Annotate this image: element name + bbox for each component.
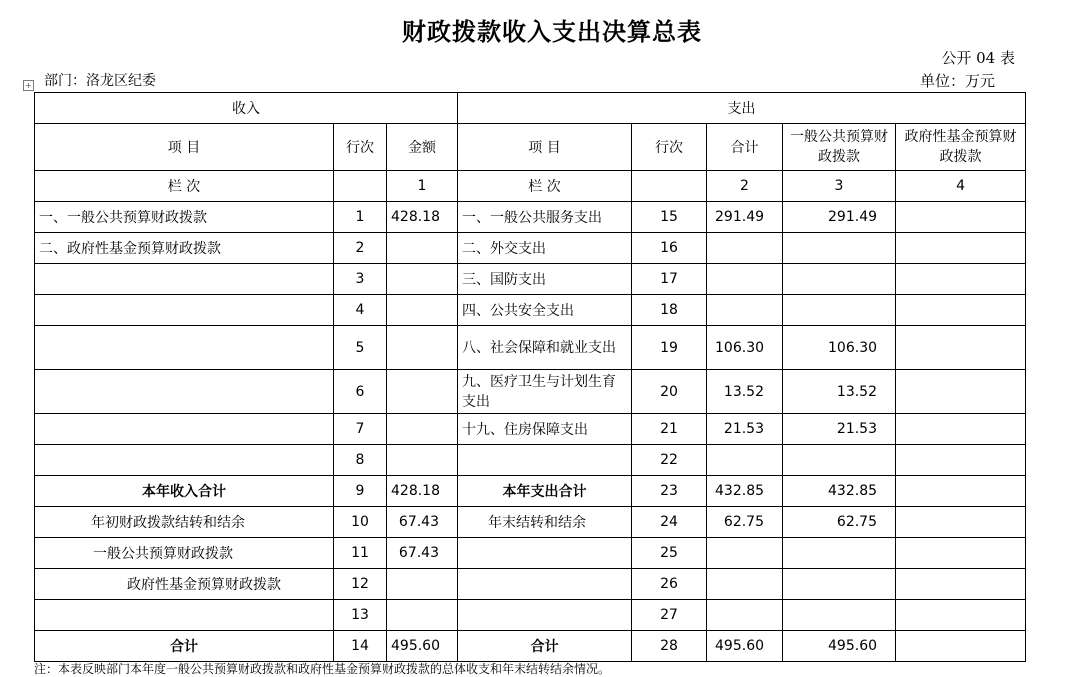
income-column-label: 栏 次 xyxy=(35,171,334,202)
expense-total-cell: 13.52 xyxy=(707,370,783,414)
gov-fund-cell xyxy=(896,326,1026,370)
income-amount-cell xyxy=(387,295,458,326)
expense-rowno-cell: 21 xyxy=(632,414,707,445)
income-rowno-cell: 9 xyxy=(334,476,387,507)
gov-fund-cell xyxy=(896,569,1026,600)
gov-fund-cell xyxy=(896,233,1026,264)
gov-fund-cell xyxy=(896,295,1026,326)
expense-rowno-cell: 26 xyxy=(632,569,707,600)
income-rowno-cell: 2 xyxy=(334,233,387,264)
income-amount-header: 金额 xyxy=(387,124,458,171)
income-rowno-cell: 7 xyxy=(334,414,387,445)
income-item-cell xyxy=(35,414,334,445)
expense-total-cell: 21.53 xyxy=(707,414,783,445)
table-body xyxy=(35,202,1026,662)
expense-item-header: 项 目 xyxy=(458,124,632,171)
income-amount-cell xyxy=(387,600,458,631)
table-row xyxy=(35,233,1026,264)
income-amount-cell xyxy=(387,445,458,476)
income-item-cell: 年初财政拨款结转和结余 xyxy=(35,507,334,538)
income-rowno-cell: 13 xyxy=(334,600,387,631)
expense-item-cell: 年末结转和结余 xyxy=(458,507,632,538)
gov-fund-cell xyxy=(896,414,1026,445)
expense-total-cell: 106.30 xyxy=(707,326,783,370)
income-rowno-cell: 11 xyxy=(334,538,387,569)
general-budget-cell xyxy=(783,445,896,476)
general-budget-cell xyxy=(783,569,896,600)
expense-total-cell: 291.49 xyxy=(707,202,783,233)
income-amount-cell xyxy=(387,233,458,264)
income-rowno-header: 行次 xyxy=(334,124,387,171)
expense-item-cell xyxy=(458,569,632,600)
gov-fund-cell xyxy=(896,264,1026,295)
table-row xyxy=(35,600,1026,631)
gov-fund-cell xyxy=(896,445,1026,476)
expense-rowno-cell: 15 xyxy=(632,202,707,233)
col3-index: 3 xyxy=(783,171,896,202)
income-header: 收入 xyxy=(35,93,458,124)
expense-total-cell xyxy=(707,569,783,600)
column-index-row xyxy=(35,171,1026,202)
gov-fund-cell xyxy=(896,600,1026,631)
income-amount-cell: 428.18 xyxy=(387,476,458,507)
income-rowno-cell: 8 xyxy=(334,445,387,476)
header-row-columns xyxy=(35,124,1026,171)
table-row xyxy=(35,326,1026,370)
income-amount-cell: 495.60 xyxy=(387,631,458,662)
income-item-cell xyxy=(35,445,334,476)
table-row xyxy=(35,538,1026,569)
expense-item-cell: 一、一般公共服务支出 xyxy=(458,202,632,233)
income-rowno-index xyxy=(334,171,387,202)
expense-rowno-header: 行次 xyxy=(632,124,707,171)
table-code: 公开 04 表 xyxy=(941,49,1015,67)
income-amount-cell xyxy=(387,370,458,414)
expense-total-cell: 495.60 xyxy=(707,631,783,662)
expense-rowno-cell: 16 xyxy=(632,233,707,264)
expense-total-cell xyxy=(707,264,783,295)
income-rowno-cell: 1 xyxy=(334,202,387,233)
income-amount-cell: 67.43 xyxy=(387,507,458,538)
general-budget-cell: 62.75 xyxy=(783,507,896,538)
income-amount-cell xyxy=(387,264,458,295)
table-row xyxy=(35,264,1026,295)
income-amount-cell xyxy=(387,326,458,370)
department-label: 部门：洛龙区纪委 xyxy=(44,73,156,89)
general-budget-cell xyxy=(783,264,896,295)
income-amount-cell xyxy=(387,414,458,445)
table-row xyxy=(35,569,1026,600)
income-item-cell: 本年收入合计 xyxy=(35,476,334,507)
expense-total-cell xyxy=(707,445,783,476)
income-rowno-cell: 6 xyxy=(334,370,387,414)
col2-index: 2 xyxy=(707,171,783,202)
page-title: 财政拨款收入支出决算总表 xyxy=(402,17,702,46)
table-row xyxy=(35,507,1026,538)
expense-total-cell: 432.85 xyxy=(707,476,783,507)
income-rowno-cell: 4 xyxy=(334,295,387,326)
general-budget-cell: 106.30 xyxy=(783,326,896,370)
income-amount-cell xyxy=(387,569,458,600)
col4-index: 4 xyxy=(896,171,1026,202)
income-rowno-cell: 5 xyxy=(334,326,387,370)
table-row xyxy=(35,370,1026,414)
gov-fund-cell xyxy=(896,202,1026,233)
expense-item-cell: 十九、住房保障支出 xyxy=(458,414,632,445)
income-item-cell xyxy=(35,370,334,414)
gov-fund-header: 政府性基金预算财政拨款 xyxy=(896,124,1026,171)
expense-rowno-cell: 28 xyxy=(632,631,707,662)
table-row xyxy=(35,445,1026,476)
expense-header: 支出 xyxy=(458,93,1026,124)
expense-item-cell: 八、社会保障和就业支出 xyxy=(458,326,632,370)
gov-fund-cell xyxy=(896,507,1026,538)
expense-item-cell: 二、外交支出 xyxy=(458,233,632,264)
expense-rowno-cell: 24 xyxy=(632,507,707,538)
table-row xyxy=(35,631,1026,662)
income-item-cell: 政府性基金预算财政拨款 xyxy=(35,569,334,600)
income-item-cell: 合计 xyxy=(35,631,334,662)
income-rowno-cell: 10 xyxy=(334,507,387,538)
expense-rowno-cell: 20 xyxy=(632,370,707,414)
expense-rowno-cell: 18 xyxy=(632,295,707,326)
general-budget-cell xyxy=(783,538,896,569)
expense-item-cell: 三、国防支出 xyxy=(458,264,632,295)
table-row xyxy=(35,202,1026,233)
expense-rowno-index xyxy=(632,171,707,202)
expense-total-header: 合计 xyxy=(707,124,783,171)
expense-rowno-cell: 27 xyxy=(632,600,707,631)
expense-rowno-cell: 22 xyxy=(632,445,707,476)
expense-item-cell: 九、医疗卫生与计划生育支出 xyxy=(458,370,632,414)
expense-item-cell xyxy=(458,445,632,476)
income-rowno-cell: 14 xyxy=(334,631,387,662)
gov-fund-cell xyxy=(896,538,1026,569)
expense-rowno-cell: 17 xyxy=(632,264,707,295)
income-item-cell xyxy=(35,264,334,295)
general-budget-cell: 432.85 xyxy=(783,476,896,507)
expense-total-cell xyxy=(707,538,783,569)
fiscal-summary-table xyxy=(34,92,1026,662)
expense-total-cell xyxy=(707,600,783,631)
table-move-handle-icon[interactable]: + xyxy=(23,80,34,91)
general-budget-cell xyxy=(783,295,896,326)
income-item-cell: 一、一般公共预算财政拨款 xyxy=(35,202,334,233)
general-budget-cell: 13.52 xyxy=(783,370,896,414)
expense-rowno-cell: 25 xyxy=(632,538,707,569)
income-item-cell: 一般公共预算财政拨款 xyxy=(35,538,334,569)
gov-fund-cell xyxy=(896,476,1026,507)
expense-item-cell: 合计 xyxy=(458,631,632,662)
general-budget-header: 一般公共预算财政拨款 xyxy=(783,124,896,171)
table-row xyxy=(35,414,1026,445)
income-amount-cell: 428.18 xyxy=(387,202,458,233)
general-budget-cell xyxy=(783,233,896,264)
income-item-cell xyxy=(35,295,334,326)
income-rowno-cell: 3 xyxy=(334,264,387,295)
general-budget-cell xyxy=(783,600,896,631)
general-budget-cell: 291.49 xyxy=(783,202,896,233)
income-amount-cell: 67.43 xyxy=(387,538,458,569)
header-row-sections xyxy=(35,93,1026,124)
table-row xyxy=(35,295,1026,326)
gov-fund-cell xyxy=(896,370,1026,414)
general-budget-cell: 21.53 xyxy=(783,414,896,445)
income-rowno-cell: 12 xyxy=(334,569,387,600)
expense-item-cell xyxy=(458,538,632,569)
expense-item-cell: 四、公共安全支出 xyxy=(458,295,632,326)
col1-index: 1 xyxy=(387,171,458,202)
income-item-cell xyxy=(35,326,334,370)
expense-rowno-cell: 19 xyxy=(632,326,707,370)
unit-label: 单位：万元 xyxy=(919,72,995,90)
income-item-header: 项 目 xyxy=(35,124,334,171)
expense-total-cell xyxy=(707,233,783,264)
table-row xyxy=(35,476,1026,507)
income-item-cell: 二、政府性基金预算财政拨款 xyxy=(35,233,334,264)
expense-total-cell xyxy=(707,295,783,326)
expense-column-label: 栏 次 xyxy=(458,171,632,202)
general-budget-cell: 495.60 xyxy=(783,631,896,662)
table-note: 注：本表反映部门本年度一般公共预算财政拨款和政府性基金预算财政拨款的总体收支和年末结转结余情况。 xyxy=(34,662,611,676)
expense-rowno-cell: 23 xyxy=(632,476,707,507)
income-item-cell xyxy=(35,600,334,631)
expense-item-cell: 本年支出合计 xyxy=(458,476,632,507)
expense-item-cell xyxy=(458,600,632,631)
expense-total-cell: 62.75 xyxy=(707,507,783,538)
gov-fund-cell xyxy=(896,631,1026,662)
